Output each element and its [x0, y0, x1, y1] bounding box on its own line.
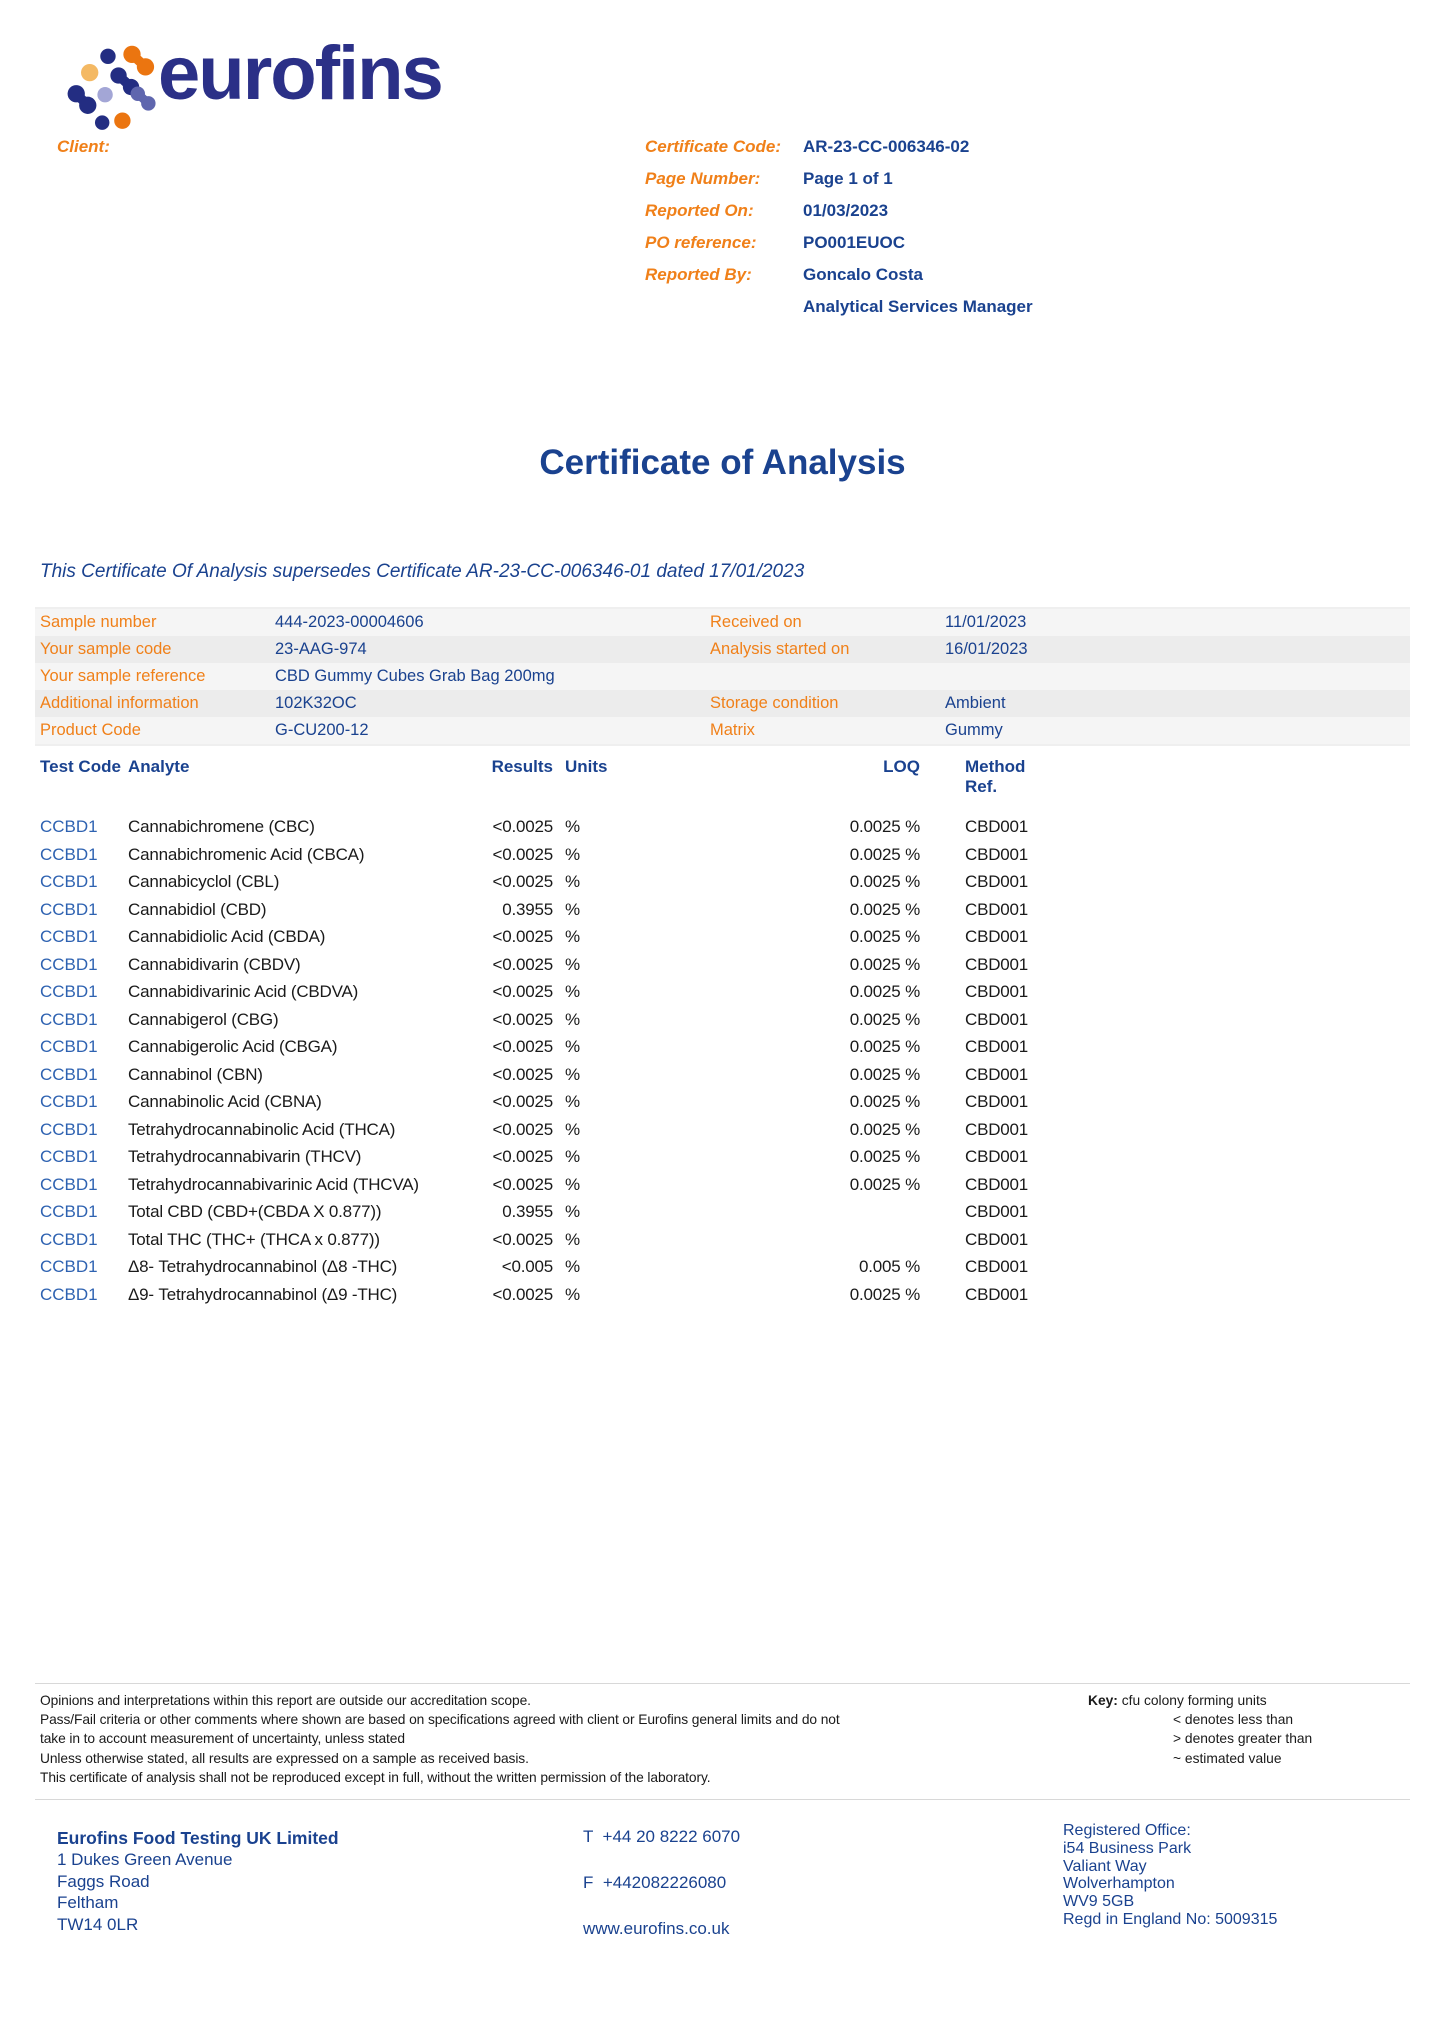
results-table: [40, 757, 1045, 1308]
results-table-row: [40, 868, 1045, 896]
cell-loq: 0.0025 %: [849, 817, 920, 836]
key-label: Key:: [1088, 1693, 1118, 1708]
header-field-value: PO001EUOC: [803, 233, 906, 252]
cell-analyte: Cannabinol (CBN): [128, 1064, 263, 1084]
cell-method-ref: CBD001: [965, 1092, 1029, 1111]
results-table-row: [40, 1143, 1045, 1171]
cell-method-ref: CBD001: [965, 872, 1029, 891]
results-table-row: [40, 896, 1045, 924]
cell-analyte: Cannabidivarin (CBDV): [128, 954, 301, 974]
cell-method-ref: CBD001: [965, 899, 1029, 919]
cell-result: <0.0025: [492, 1119, 553, 1139]
cell-loq: [605, 1198, 920, 1226]
results-table-row: [40, 1116, 1045, 1144]
cell-result: <0.0025: [492, 927, 553, 946]
cell-analyte: Cannabichromene (CBC): [128, 817, 315, 836]
cell-loq: 0.0025 %: [849, 1009, 920, 1029]
sample-info-label: Analysis started on: [710, 640, 850, 658]
cell-test-code: CCBD1: [40, 1064, 98, 1084]
cell-loq: 0.0025 %: [849, 954, 920, 974]
header-method-ref: Method Ref.: [965, 757, 1026, 796]
cell-method-ref: CBD001: [965, 1064, 1029, 1084]
cell-units: %: [565, 1009, 580, 1029]
results-table-row: [40, 951, 1045, 979]
results-table-row: [40, 1033, 1045, 1061]
results-table-row: [40, 1253, 1045, 1281]
sample-info-label: Matrix: [710, 721, 755, 739]
key-items: [1088, 1710, 1438, 1768]
sample-info-label: [710, 663, 945, 690]
header-field-label: Certificate Code:: [645, 137, 782, 156]
header-field-label: Page Number:: [645, 169, 761, 188]
cell-test-code: CCBD1: [40, 1257, 98, 1276]
registered-office-line: Valiant Way: [1063, 1857, 1147, 1875]
registered-office-line: Regd in England No: 5009315: [1063, 1910, 1278, 1928]
cell-result: 0.3955: [502, 899, 553, 919]
header-field-value: AR-23-CC-006346-02: [803, 137, 970, 156]
registered-office-line: i54 Business Park: [1063, 1839, 1192, 1857]
results-table-row: [40, 1281, 1045, 1309]
header-field-value: Analytical Services Manager: [803, 297, 1033, 316]
cell-analyte: Tetrahydrocannabivarin (THCV): [128, 1147, 362, 1166]
page-title: Certificate of Analysis: [539, 443, 906, 482]
cell-analyte: Cannabidivarinic Acid (CBDVA): [128, 982, 359, 1001]
cell-test-code: CCBD1: [40, 1284, 98, 1304]
cell-analyte: Total CBD (CBD+(CBDA X 0.877)): [128, 1202, 382, 1221]
header-field-value: 01/03/2023: [803, 201, 889, 220]
header-test-code: Test Code: [40, 757, 121, 776]
cell-analyte: Cannabidiolic Acid (CBDA): [128, 927, 326, 946]
cell-result: <0.0025: [492, 1174, 553, 1194]
cell-method-ref: CBD001: [965, 1009, 1029, 1029]
header-field-label: PO reference:: [645, 233, 757, 252]
cell-test-code: CCBD1: [40, 1119, 98, 1139]
cell-loq: [605, 1226, 920, 1254]
cell-analyte: Tetrahydrocannabinolic Acid (THCA): [128, 1119, 396, 1139]
sample-info-block: [35, 607, 1410, 746]
cell-analyte: Tetrahydrocannabivarinic Acid (THCVA): [128, 1174, 419, 1194]
disclaimer-line: take in to account measurement of uncertainty, unless stated: [40, 1731, 405, 1747]
registered-office-line: WV9 5GB: [1063, 1893, 1135, 1911]
website-link[interactable]: www.eurofins.co.uk: [583, 1919, 730, 1938]
sample-info-label: Your sample code: [40, 640, 172, 658]
cell-result: <0.0025: [492, 982, 553, 1001]
cell-result: <0.005: [501, 1257, 553, 1276]
cell-loq: 0.0025 %: [849, 1037, 920, 1056]
sample-info-row: [35, 690, 1410, 717]
cell-analyte: Cannabidiol (CBD): [128, 899, 267, 919]
cell-units: %: [565, 1202, 580, 1221]
cell-result: <0.0025: [492, 954, 553, 974]
cell-test-code: CCBD1: [40, 1229, 98, 1249]
cell-analyte: Cannabicyclol (CBL): [128, 872, 280, 891]
eurofins-logo-text: eurofins: [158, 31, 442, 116]
cell-method-ref: CBD001: [965, 927, 1029, 946]
cell-loq: 0.0025 %: [849, 872, 920, 891]
sample-info-value: 444-2023-00004606: [275, 613, 424, 631]
cell-test-code: CCBD1: [40, 1092, 98, 1111]
results-table-row: [40, 1088, 1045, 1116]
results-table-row: [40, 1171, 1045, 1199]
cell-loq: 0.0025 %: [849, 1064, 920, 1084]
cell-test-code: CCBD1: [40, 872, 98, 891]
company-address-line: 1 Dukes Green Avenue: [57, 1850, 233, 1869]
key-item: ~ estimated value: [1173, 1750, 1282, 1766]
cell-test-code: CCBD1: [40, 844, 98, 864]
footer-contact: [583, 1827, 740, 1965]
registered-office-line: Registered Office:: [1063, 1822, 1191, 1839]
key-item: < denotes less than: [1173, 1712, 1294, 1728]
disclaimer-section: [35, 1683, 1410, 1800]
cell-method-ref: CBD001: [965, 1147, 1029, 1166]
cell-test-code: CCBD1: [40, 1009, 98, 1029]
header-results: Results: [491, 757, 553, 776]
cell-loq: 0.0025 %: [849, 982, 920, 1001]
registered-office-line: Wolverhampton: [1063, 1875, 1175, 1893]
cell-method-ref: CBD001: [965, 954, 1029, 974]
footer-company: [57, 1827, 339, 1935]
sample-info-value: 102K32OC: [275, 694, 357, 712]
cell-loq: 0.0025 %: [849, 1119, 920, 1139]
cell-test-code: CCBD1: [40, 982, 98, 1001]
sample-info-label: Sample number: [40, 613, 157, 631]
cell-test-code: CCBD1: [40, 1037, 98, 1056]
cell-units: %: [565, 817, 580, 836]
cell-result: <0.0025: [492, 1092, 553, 1111]
cell-analyte: Cannabigerol (CBG): [128, 1009, 279, 1029]
results-table-row: [40, 978, 1045, 1006]
sample-info-value: 23-AAG-974: [275, 640, 367, 658]
cell-method-ref: CBD001: [965, 1119, 1029, 1139]
cell-units: %: [565, 844, 580, 864]
header-field-label: Reported On:: [645, 201, 754, 220]
header-loq: LOQ: [883, 757, 920, 776]
supersedes-note: This Certificate Of Analysis supersedes Certificate AR-23-CC-006346-01 dated 17/01/2023: [40, 561, 805, 582]
cell-test-code: CCBD1: [40, 1174, 98, 1194]
cell-loq: 0.005 %: [859, 1257, 920, 1276]
cell-analyte: Δ8- Tetrahydrocannabinol (Δ8 -THC): [128, 1257, 398, 1276]
results-table-row: [40, 1061, 1045, 1089]
cell-method-ref: CBD001: [965, 1037, 1029, 1056]
cell-units: %: [565, 1064, 580, 1084]
footer-registered-office: [1063, 1822, 1277, 1929]
sample-info-row: [35, 609, 1410, 636]
sample-info-label: Additional information: [40, 694, 199, 712]
cell-loq: 0.0025 %: [849, 1174, 920, 1194]
cell-units: %: [565, 1174, 580, 1194]
cell-units: %: [565, 927, 580, 946]
fax-number: F +442082226080: [583, 1873, 727, 1892]
cell-loq: 0.0025 %: [849, 1284, 920, 1304]
disclaimer-line: Pass/Fail criteria or other comments where shown are based on specifications agreed with client or Eurofins general limits and do not: [40, 1712, 840, 1728]
company-address-line: TW14 0LR: [57, 1914, 139, 1934]
cell-units: %: [565, 1037, 580, 1056]
sample-info-label: Your sample reference: [40, 667, 206, 685]
client-label: Client:: [57, 137, 110, 156]
cell-analyte: Cannabichromenic Acid (CBCA): [128, 844, 365, 864]
cell-units: %: [565, 1284, 580, 1304]
cell-loq: 0.0025 %: [849, 844, 920, 864]
header-field-row: [645, 265, 1165, 285]
cell-result: <0.0025: [492, 872, 553, 891]
cell-method-ref: CBD001: [965, 1202, 1029, 1221]
cell-method-ref: CBD001: [965, 1174, 1029, 1194]
header-units: Units: [565, 757, 608, 776]
cell-result: <0.0025: [492, 817, 553, 836]
sample-info-value: Ambient: [945, 694, 1006, 712]
cell-analyte: Δ9- Tetrahydrocannabinol (Δ9 -THC): [128, 1284, 398, 1304]
header-field-value: Page 1 of 1: [803, 169, 893, 188]
cell-method-ref: CBD001: [965, 844, 1029, 864]
sample-info-value: 11/01/2023: [945, 613, 1027, 631]
sample-info-value: [945, 663, 1410, 690]
header-analyte: Analyte: [128, 757, 190, 776]
cell-result: <0.0025: [492, 1009, 553, 1029]
cell-method-ref: CBD001: [965, 817, 1029, 836]
cell-result: <0.0025: [492, 1229, 553, 1249]
disclaimer-line: This certificate of analysis shall not be reproduced except in full, without the written permission of the laboratory.: [40, 1769, 711, 1785]
results-table-row: [40, 841, 1045, 869]
cell-method-ref: CBD001: [965, 982, 1029, 1001]
cell-result: 0.3955: [502, 1202, 553, 1221]
disclaimer-line: Opinions and interpretations within this report are outside our accreditation scope.: [40, 1693, 531, 1708]
key-cfu-note: cfu colony forming units: [1121, 1693, 1267, 1708]
cell-units: %: [565, 1229, 580, 1249]
cell-units: %: [565, 1257, 580, 1276]
cell-loq: 0.0025 %: [849, 927, 920, 946]
cell-units: %: [565, 954, 580, 974]
cell-analyte: Total THC (THC+ (THCA x 0.877)): [128, 1229, 380, 1249]
sample-info-label: Storage condition: [710, 694, 839, 712]
results-table-body: [40, 813, 1045, 1308]
company-address-line: Faggs Road: [57, 1871, 150, 1891]
cell-loq: 0.0025 %: [849, 899, 920, 919]
eurofins-logo-mark-icon: [57, 42, 157, 134]
sample-info-row: [35, 636, 1410, 663]
key-item: > denotes greater than: [1173, 1731, 1313, 1747]
cell-method-ref: CBD001: [965, 1257, 1029, 1276]
header-field-row: [645, 201, 1165, 221]
cell-method-ref: CBD001: [965, 1284, 1029, 1304]
header-field-value: Goncalo Costa: [803, 265, 923, 284]
cell-units: %: [565, 1119, 580, 1139]
sample-info-row: [35, 717, 1410, 744]
cell-test-code: CCBD1: [40, 1147, 98, 1166]
cell-test-code: CCBD1: [40, 954, 98, 974]
sample-info-value: 16/01/2023: [945, 640, 1028, 658]
sample-info-row: [35, 663, 1410, 690]
header-field-row: [645, 233, 1165, 253]
phone-number: T +44 20 8222 6070: [583, 1827, 741, 1846]
header-field-row: [645, 137, 1165, 157]
cell-units: %: [565, 899, 580, 919]
cell-test-code: CCBD1: [40, 817, 98, 836]
header-field-label: [645, 297, 803, 317]
company-name: Eurofins Food Testing UK Limited: [57, 1828, 339, 1848]
cell-units: %: [565, 1092, 580, 1111]
sample-info-value: G-CU200-12: [275, 721, 369, 739]
sample-info-value: Gummy: [945, 721, 1003, 739]
header-field-row: [645, 169, 1165, 189]
cell-loq: 0.0025 %: [849, 1147, 920, 1166]
cell-analyte: Cannabigerolic Acid (CBGA): [128, 1037, 338, 1056]
cell-test-code: CCBD1: [40, 899, 98, 919]
cell-test-code: CCBD1: [40, 927, 98, 946]
cell-units: %: [565, 982, 580, 1001]
cell-analyte: Cannabinolic Acid (CBNA): [128, 1092, 322, 1111]
cell-units: %: [565, 1147, 580, 1166]
sample-info-label: Product Code: [40, 721, 141, 739]
key-section: [1088, 1691, 1438, 1768]
cell-result: <0.0025: [492, 1064, 553, 1084]
disclaimer-line: Unless otherwise stated, all results are expressed on a sample as received basis.: [40, 1750, 529, 1766]
cell-method-ref: CBD001: [965, 1229, 1029, 1249]
cell-units: %: [565, 872, 580, 891]
results-table-row: [40, 1198, 1045, 1226]
company-address-line: Feltham: [57, 1893, 119, 1912]
key-first-row: [1088, 1691, 1438, 1710]
header-field-row: [645, 297, 1165, 317]
cell-result: <0.0025: [492, 1037, 553, 1056]
results-table-row: [40, 1226, 1045, 1254]
company-address: [57, 1849, 339, 1935]
cell-loq: 0.0025 %: [849, 1092, 920, 1111]
results-table-row: [40, 923, 1045, 951]
results-table-row: [40, 1006, 1045, 1034]
sample-info-value: CBD Gummy Cubes Grab Bag 200mg: [275, 667, 555, 685]
cell-result: <0.0025: [492, 1147, 553, 1166]
cell-result: <0.0025: [492, 844, 553, 864]
header-field-label: Reported By:: [645, 265, 752, 284]
cell-test-code: CCBD1: [40, 1202, 98, 1221]
results-table-header: [40, 757, 1045, 797]
sample-info-label: Received on: [710, 613, 802, 631]
results-table-row: [40, 813, 1045, 841]
cell-result: <0.0025: [492, 1284, 553, 1304]
header-fields: [645, 137, 1165, 329]
